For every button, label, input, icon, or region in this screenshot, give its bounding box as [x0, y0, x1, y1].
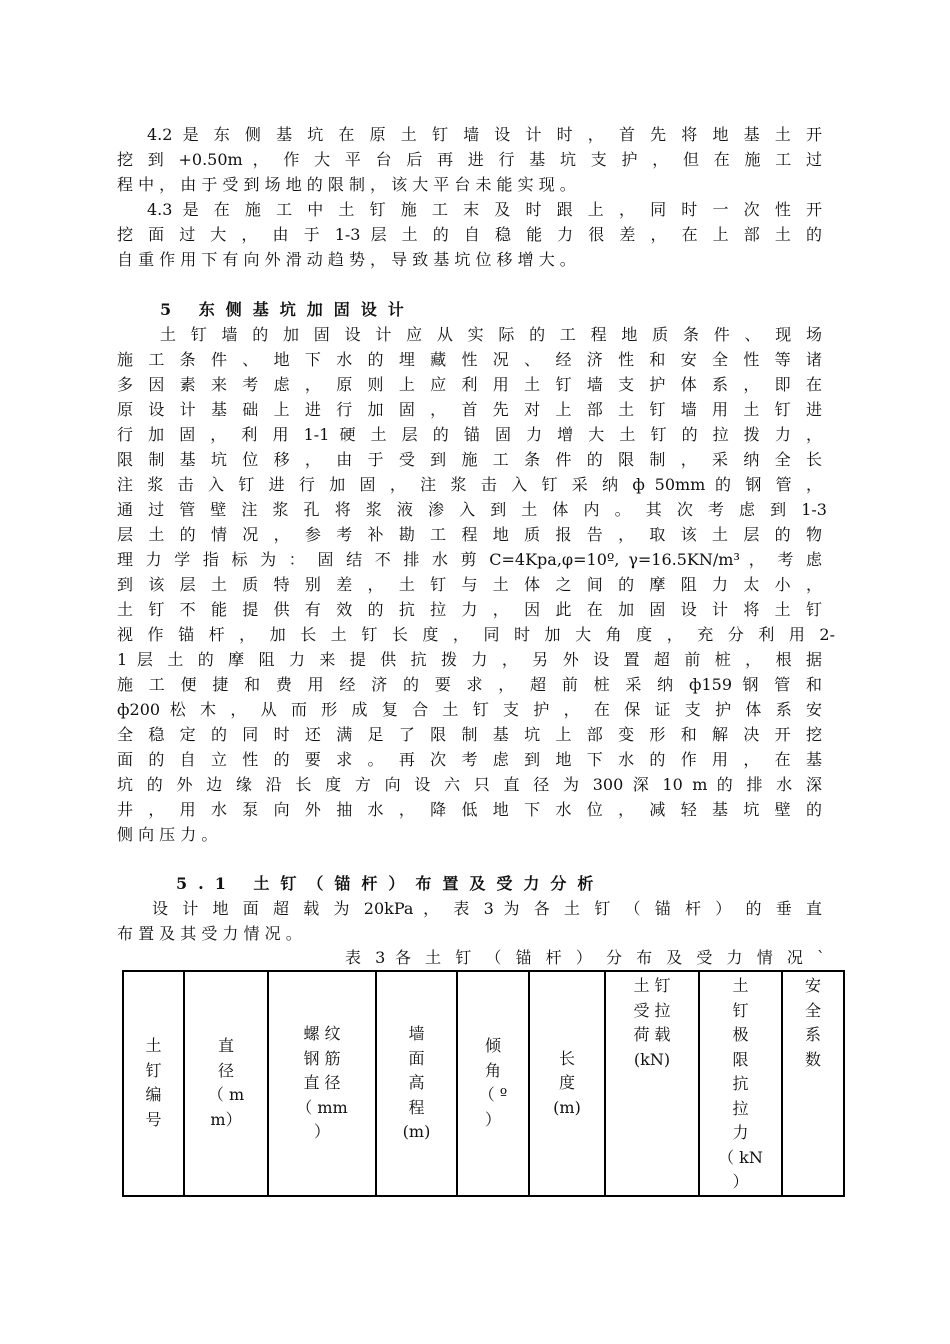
text-line: 1 层 土 的 摩 阻 力 来 提 供 抗 拨 力 ， 另 外 设 置 超 前 桩 ， 根 据: [117, 650, 822, 669]
text-line: 自 重 作 用 下 有 向 外 滑 动 趋 势 ， 导 致 基 坑 位 移 增 大 。: [117, 250, 576, 269]
table-caption: 表 3 各 土 钉 （ 锚 杆 ） 分 布 及 受 力 情 况 `: [345, 948, 825, 967]
soil-nail-table: [122, 970, 843, 1196]
text-line: 土 钉 不 能 提 供 有 效 的 抗 拉 力 ， 因 此 在 加 固 设 计 将 土 钉: [117, 600, 822, 619]
text-line: 理 力 学 指 标 为 ： 固 结 不 排 水 剪 C=4Kpa,φ=10º, γ=16.5KN/m³ ， 考 虑: [117, 550, 822, 569]
text-line: 通 过 管 壁 注 浆 孔 将 浆 液 渗 入 到 土 体 内 。 其 次 考 虑 到 1-3: [117, 500, 827, 519]
header-cell-nail-number: 土 钉 编 号: [123, 971, 184, 1196]
text-line: 挖 到 +0.50m ， 作 大 平 台 后 再 进 行 基 坑 支 护 ， 但 在 施 工 过: [117, 150, 822, 169]
text-line: 施 工 条 件 、 地 下 水 的 埋 藏 性 况 、 经 济 性 和 安 全 性 等 诸: [117, 350, 822, 369]
text-line: 全 稳 定 的 同 时 还 满 足 了 限 制 基 坑 上 部 变 形 和 解 决 开 挖: [117, 725, 822, 744]
text-line: 侧 向 压 力 。: [117, 825, 218, 844]
section-heading-5-1: 5.1 土钉（锚杆）布置及受力分析: [176, 874, 605, 893]
header-cell-diameter: 直 径 （ m m）: [184, 971, 268, 1196]
text-line: 井 ， 用 水 泵 向 外 抽 水 ， 降 低 地 下 水 位 ， 减 轻 基 坑 壁 的: [117, 800, 822, 819]
text-line: 原 设 计 基 础 上 进 行 加 固 ， 首 先 对 上 部 土 钉 墙 用 土 钉 进: [117, 400, 822, 419]
text-line: 到 该 层 土 质 特 别 差 ， 土 钉 与 土 体 之 间 的 摩 阻 力 太 小 ，: [117, 575, 822, 594]
text-line: 层 土 的 情 况 ， 参 考 补 勘 工 程 地 质 报 告 ， 取 该 土 层 的 物: [117, 525, 822, 544]
header-cell-safety-factor: 安 全 系 数: [782, 971, 844, 1196]
header-cell-rebar-diameter: 螺 纹 钢 筋 直 径 （ mm ）: [268, 971, 376, 1196]
text-line: 坑 的 外 边 缘 沿 长 度 方 向 设 六 只 直 径 为 300 深 10 m 的 排 水 深: [117, 775, 822, 794]
text-line: ф200 松 木 ， 从 而 形 成 复 合 土 钉 支 护 ， 在 保 证 支 护 体 系 安: [117, 700, 822, 719]
text-line: 4.3 是 在 施 工 中 土 钉 施 工 末 及 时 跟 上 ， 同 时 一 次 性 开: [147, 200, 822, 219]
header-cell-wall-elevation: 墙 面 高 程 (m): [376, 971, 457, 1196]
text-line: 行 加 固 ， 利 用 1-1 硬 土 层 的 锚 固 力 增 大 土 钉 的 拉 拨 力 ，: [117, 425, 822, 444]
text-line: 注 浆 击 入 钉 进 行 加 固 ， 注 浆 击 入 钉 采 纳 ф 50mm 的 钢 管 ，: [117, 475, 822, 494]
text-line: 面 的 自 立 性 的 要 求 。 再 次 考 虑 到 地 下 水 的 作 用 ， 在 基: [117, 750, 822, 769]
text-line: 挖 面 过 大 ， 由 于 1-3 层 土 的 自 稳 能 力 很 差 ， 在 上 部 土 的: [117, 225, 822, 244]
text-line: 布 置 及 其 受 力 情 况 。: [117, 924, 302, 943]
header-cell-length: 长 度 (m): [529, 971, 605, 1196]
text-line: 土 钉 墙 的 加 固 设 计 应 从 实 际 的 工 程 地 质 条 件 、 现 场: [160, 325, 822, 344]
text-line: 多 因 素 来 考 虑 ， 原 则 上 应 利 用 土 钉 墙 支 护 体 系 ， 即 在: [117, 375, 822, 394]
text-line: 程 中 ， 由 于 受 到 场 地 的 限 制 ， 该 大 平 台 未 能 实 现 。: [117, 175, 576, 194]
text-line: 4.2 是 东 侧 基 坑 在 原 土 钉 墙 设 计 时 ， 首 先 将 地 基 土 开: [147, 125, 822, 144]
text-line: 视 作 锚 杆 ， 加 长 土 钉 长 度 ， 同 时 加 大 角 度 ， 充 分 利 用 2-: [117, 625, 835, 644]
section-heading-5: 5 东侧基坑加固设计: [160, 300, 415, 319]
text-line: 施 工 便 捷 和 费 用 经 济 的 要 求 ， 超 前 桩 采 纳 ф159 钢 管 和: [117, 675, 822, 694]
header-cell-ultimate-tensile: 土 钉 极 限 抗 拉 力 （ kN ）: [699, 971, 782, 1196]
text-line: 设 计 地 面 超 载 为 20kPa ， 表 3 为 各 土 钉 （ 锚 杆 ） 的 垂 直: [152, 899, 822, 918]
text-line: 限 制 基 坑 位 移 ， 由 于 受 到 施 工 条 件 的 限 制 ， 采 纳 全 长: [117, 450, 822, 469]
header-cell-inclination: 倾 角 （ º ）: [457, 971, 529, 1196]
table-header-row: [123, 971, 844, 1196]
header-cell-tensile-load: 土 钉 受 拉 荷 载 (kN): [605, 971, 699, 1196]
